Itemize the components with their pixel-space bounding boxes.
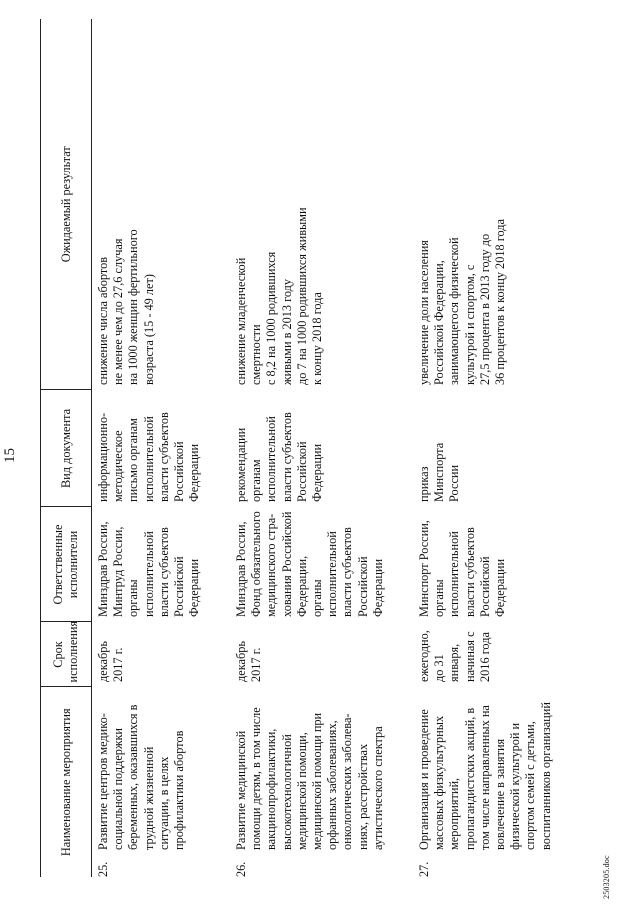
measure-responsible: Минздрав России, Фонд обязательного медицинского стра- хования Российской Федерации, органы исполнительной власти субъектов Российской Федерации [234,511,385,617]
table-header-row [41,19,92,877]
header-responsible: Ответственные исполнители [41,507,92,622]
measure-responsible: Минспорт России, органы исполнительной власти субъектов Российской Федерации [417,520,508,617]
table-row [92,19,231,877]
header-doc-type: Вид документа [41,390,92,507]
measure-result: снижение младенческой смертности с 8,2 на 1000 родившихся живыми в 2013 году до 7 на 1000 родившихся живыми к концу 2018 года [234,207,325,385]
row-number: 25. [96,861,110,877]
header-term: Срок исполнения [41,622,92,687]
measure-name: Развитие центров медико- социальной поддержки беременных, оказавшихся в трудной жизненной ситуации, в целях профилактики абортов [96,704,187,850]
document-id: 2503205.doc [602,855,611,899]
measure-name: Организация и проведение массовых физкультурных мероприятий, пропагандистских акций, в том числе направленных на вовлечение в занятия физической культурой и спортом семей с детьми, воспитанников организаций [417,702,553,850]
measure-result: увеличение доли населения Российской Федерации, занимающегося физической культурой и спортом, с 27,5 процента в 2013 году до 36 процентов к концу 2018 года [417,219,508,385]
measure-term: декабрь 2017 г. [234,641,264,682]
table-row [230,19,413,877]
row-number: 26. [234,861,248,877]
measure-term: декабрь 2017 г. [96,641,126,682]
measure-term: ежегодно, до 31 января, начиная с 2016 года [417,630,492,682]
measure-doc-type: информационно- методическое письмо органам исполнительной власти субъектов Российской Федерации [96,412,202,502]
header-name: Наименование мероприятия [41,687,92,877]
header-result: Ожидаемый результат [41,19,92,390]
page-number: 15 [2,448,18,463]
measure-result: снижение числа абортов не менее чем до 27,6 случая на 1000 женщин фертильного возраста (15 - 49 лет) [96,229,156,385]
measures-table [40,19,558,877]
measure-doc-type: рекомендации органам исполнительной власти субъектов Российской Федерации [234,412,325,502]
measure-name: Развитие медицинской помощи детям, в том числе вакцинопрофилактики, высокотехнологичной медицинской помощи, медицинской помощи при орфанных заболеваниях, онкологических заболева- ниях, расстройствах аутистического спектра [234,707,385,850]
measure-responsible: Минздрав России, Минтруд России, органы исполнительной власти субъектов Российской Федерации [96,521,202,617]
row-number: 27. [417,861,431,877]
measure-doc-type: приказ Минспорта России [417,442,462,502]
table-row [413,19,558,877]
